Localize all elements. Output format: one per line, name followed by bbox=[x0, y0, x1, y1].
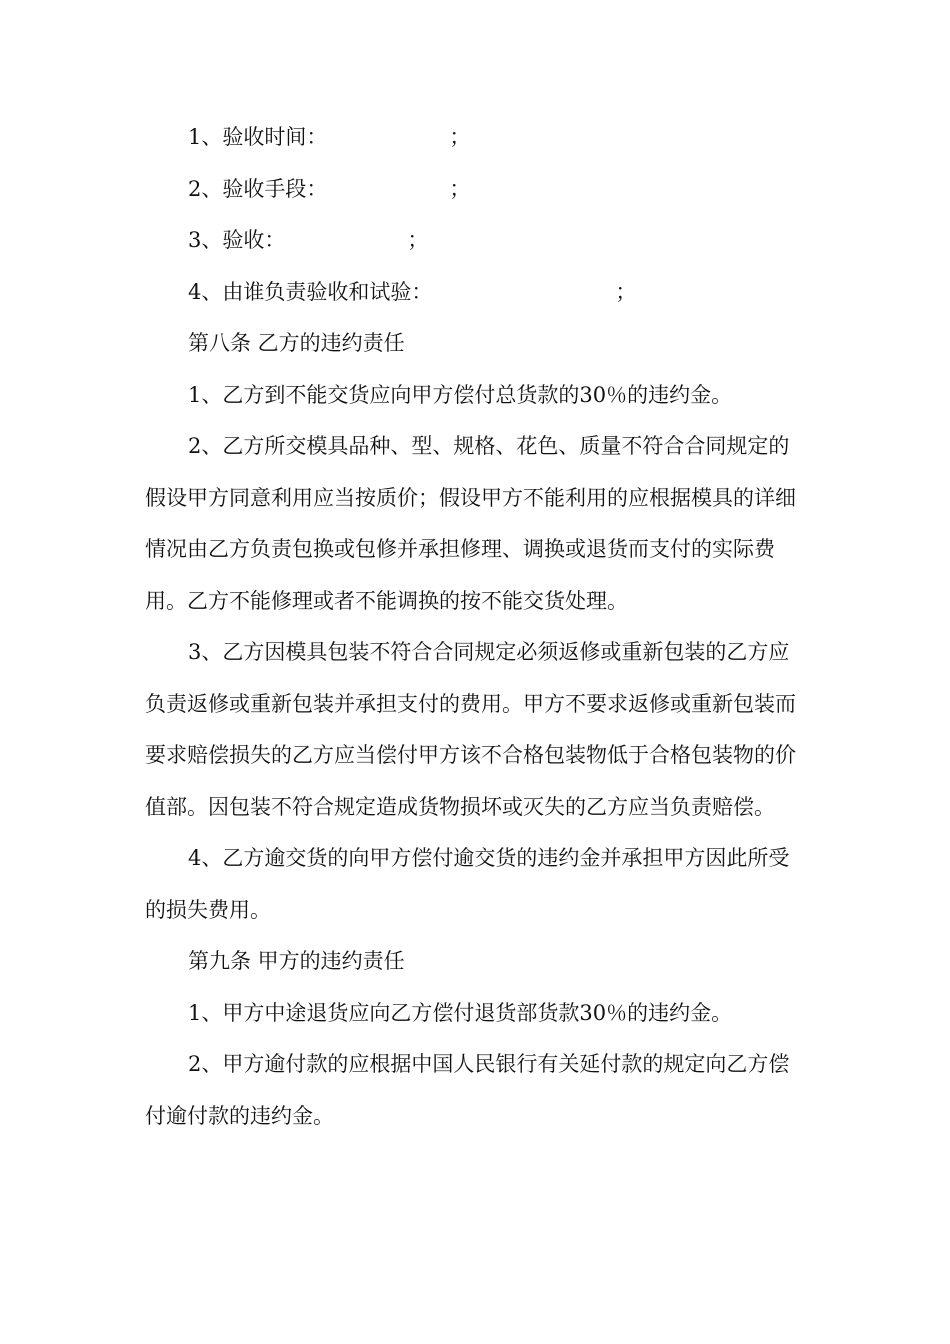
article8-heading: 第八条 乙方的违约责任 bbox=[188, 331, 405, 355]
acceptance-method-line bbox=[145, 164, 810, 216]
acceptance-responsible-line bbox=[145, 267, 810, 319]
acceptance-time-label: 1、验收时间： bbox=[188, 125, 328, 149]
acceptance-method-end: ； bbox=[449, 176, 471, 201]
acceptance-end: ； bbox=[407, 228, 429, 252]
acceptance-label: 3、验收： bbox=[188, 228, 286, 252]
article9-item-2: 2、甲方逾付款的应根据中国人民银行有关延付款的规定向乙方偿付逾付款的违约金。 bbox=[145, 1052, 790, 1128]
article9-item-1: 1、甲方中途退货应向乙方偿付退货部货款30％的违约金。 bbox=[188, 1000, 733, 1025]
article8-item-2: 2、乙方所交模具品种、型、规格、花色、质量不符合合同规定的假设甲方同意利用应当按质价；假设甲方不能利用的应根据模具的详细情况由乙方负责包换或包修并承担修理、调换或退货而支付的实际费用。乙方不能修理或者不能调换的按不能交货处理。 bbox=[145, 434, 796, 613]
acceptance-responsible-label: 4、由谁负责验收和试验： bbox=[188, 279, 433, 304]
acceptance-responsible-end: ； bbox=[615, 279, 637, 304]
acceptance-time-line bbox=[145, 112, 810, 164]
article8-item-4: 4、乙方逾交货的向甲方偿付逾交货的违约金并承担甲方因此所受的损失费用。 bbox=[145, 846, 790, 922]
acceptance-method-label: 2、验收手段： bbox=[188, 176, 328, 201]
acceptance-line bbox=[145, 215, 810, 267]
acceptance-time-end: ； bbox=[449, 125, 471, 149]
article8-item-3: 3、乙方因模具包装不符合合同规定必须返修或重新包装的乙方应负责返修或重新包装并承担支付的费用。甲方不要求返修或重新包装而要求赔偿损失的乙方应当偿付甲方该不合格包装物低于合格包装物的价值部。因包装不符合规定造成货物损坏或灭失的乙方应当负责赔偿。 bbox=[145, 640, 796, 819]
article8-item-1: 1、乙方到不能交货应向甲方偿付总货款的30％的违约金。 bbox=[188, 382, 733, 407]
article9-heading: 第九条 甲方的违约责任 bbox=[188, 949, 405, 973]
